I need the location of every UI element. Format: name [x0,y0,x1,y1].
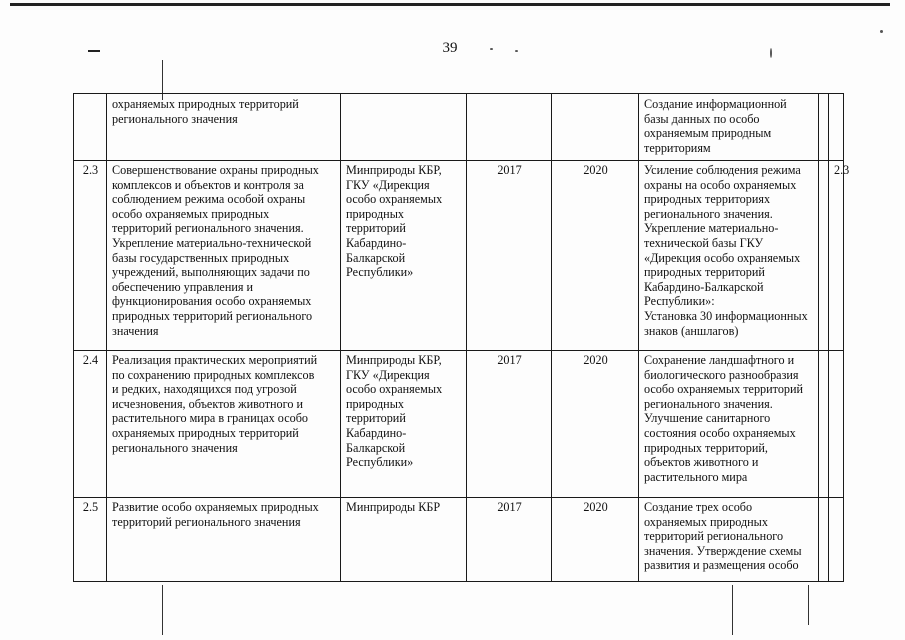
result-text-line: «Дирекция особо охраняемых [644,250,801,265]
start-year: 2017 [497,163,522,177]
result-text-line: базы данных по особо [644,111,760,126]
executor-text-line: Балкарской [346,250,406,265]
row-number: 2.5 [82,500,99,514]
executor-text-line: особо охраняемых [346,192,443,207]
start-year: 2017 [497,353,522,367]
row-number: 2.4 [82,353,99,367]
indicator-code: 2.3 [834,163,850,177]
activity-text-line: регионального значения [112,111,238,126]
row-number-cell [74,498,107,582]
result-text-line: технической базы ГКУ [644,235,764,250]
activity-text-line: особо охраняемых природных [112,206,270,221]
activity-text-line: охраняемых природных территорий [112,425,299,440]
executor-text-line: Кабардино- [346,235,407,250]
result-text-line: особо охраняемых территорий [644,382,804,397]
result-text-line: природных территорий [644,265,765,280]
activity-cell [107,351,341,498]
scan-edge-line [10,3,890,6]
row-number-cell [74,351,107,498]
indicator-code-cell [829,498,844,582]
table-row [74,161,844,351]
result-text-line: Кабардино-Балкарской [644,279,764,294]
executor-text-line: Минприроды КБР, [346,163,442,177]
start-year-cell [467,498,552,582]
end-year-cell [552,498,639,582]
result-text-line: значения. Утверждение схемы [644,543,802,558]
activity-text-line: и редких, находящихся под угрозой [112,382,297,397]
activity-text-line: комплексов и объектов и контроля за [112,177,304,192]
executor-text-line: Республики» [346,455,414,470]
result-text-line: территориям [644,140,711,155]
result-cell [639,351,819,498]
activity-text-line: обеспечению управления и [112,279,254,294]
result-text-line: Республики»: [644,294,715,309]
scan-vertical-rule [808,585,809,625]
row-number-cell [74,161,107,351]
scan-mark [88,50,100,52]
measures-table [73,93,850,582]
executor-text-line: ГКУ «Дирекция [346,367,430,382]
indicator-code-cell [829,351,844,498]
activity-text-line: Реализация практических мероприятий [112,353,318,367]
result-text-line: Улучшение санитарного [644,411,771,426]
page-number: 39 [442,40,458,56]
activity-cell [107,161,341,351]
table-row [74,498,844,582]
scan-vertical-rule [732,585,733,635]
row-number: 2.3 [82,163,99,177]
spacer-cell [819,94,829,161]
scan-speck [515,50,518,52]
activity-text-line: значения [112,323,159,338]
scan-vertical-rule [162,585,163,635]
activity-text-line: регионального значения [112,440,238,455]
end-year-cell [552,94,639,161]
activity-text-line: базы государственных природных [112,250,290,265]
scan-speck [880,30,883,33]
executor-text-line: территорий [346,221,406,236]
executor-text-line: территорий [346,411,406,426]
activity-text-line: исчезновения, объектов животного и [112,396,304,411]
indicator-code-cell [829,161,850,351]
activity-text-line: растительного мира в границах особо [112,411,308,426]
result-text-line: Укрепление материально- [644,221,779,236]
activity-text-line: по сохранению природных комплексов [112,367,315,382]
result-cell [639,94,819,161]
indicator-code-cell [829,94,844,161]
activity-cell [107,498,341,582]
executor-text-line: Минприроды КБР, [346,353,442,367]
result-text-line: биологического разнообразия [644,367,799,382]
result-text-line: Установка 30 информационных [644,308,808,323]
result-text-line: Усиление соблюдения режима [644,163,801,177]
result-text-line: охраны на особо охраняемых [644,177,797,192]
start-year: 2017 [497,500,522,514]
end-year-cell [552,351,639,498]
activity-text-line: территорий регионального значения [112,514,301,529]
activity-text-line: функционирования особо охраняемых [112,294,312,309]
result-text-line: природных территориях [644,192,771,207]
executor-text-line: природных [346,206,404,221]
executor-cell [341,161,467,351]
activity-text-line: Совершенствование охраны природных [112,163,319,177]
result-text-line: Сохранение ландшафтного и [644,353,795,367]
scan-speck [770,48,772,58]
result-text-line: объектов животного и [644,455,759,470]
activity-text-line: соблюдением режима особой охраны [112,192,306,207]
executor-cell [341,351,467,498]
activity-text-line: Укрепление материально-технической [112,235,312,250]
spacer-cell [819,498,829,582]
start-year-cell [467,161,552,351]
activity-text-line: Развитие особо охраняемых природных [112,500,319,514]
executor-text-line: Республики» [346,265,414,280]
scan-speck [490,48,493,50]
result-text-line: развития и размещения особо [644,558,799,573]
result-text-line: охраняемым природным [644,126,772,141]
executor-text-line: особо охраняемых [346,382,443,397]
executor-text-line: ГКУ «Дирекция [346,177,430,192]
result-text-line: знаков (аншлагов) [644,323,739,338]
executor-text-line: Минприроды КБР [346,500,441,514]
table-row [74,94,844,161]
table-row [74,351,844,498]
result-text-line: регионального значения. [644,396,773,411]
result-cell [639,161,819,351]
executor-text-line: природных [346,396,404,411]
result-text-line: охраняемых природных [644,514,768,529]
start-year-cell [467,351,552,498]
activity-text-line: охраняемых природных территорий [112,97,299,111]
spacer-cell [819,161,829,351]
activity-text-line: учреждений, выполняющих задачи по [112,265,310,280]
result-text-line: регионального значения. [644,206,773,221]
end-year: 2020 [583,163,608,177]
result-text-line: состояния особо охраняемых [644,425,796,440]
result-cell [639,498,819,582]
end-year: 2020 [583,500,608,514]
result-text-line: Создание информационной [644,97,787,111]
result-text-line: территорий регионального [644,529,784,544]
result-text-line: природных территорий, [644,440,768,455]
executor-text-line: Кабардино- [346,425,407,440]
activity-text-line: территорий регионального значения. [112,221,304,236]
result-text-line: Создание трех особо [644,500,753,514]
activity-text-line: природных территорий регионального [112,308,313,323]
row-number-cell [74,94,107,161]
start-year-cell [467,94,552,161]
end-year-cell [552,161,639,351]
spacer-cell [819,351,829,498]
activity-cell [107,94,341,161]
end-year: 2020 [583,353,608,367]
result-text-line: растительного мира [644,469,748,484]
executor-text-line: Балкарской [346,440,406,455]
executor-cell [341,94,467,161]
executor-cell [341,498,467,582]
